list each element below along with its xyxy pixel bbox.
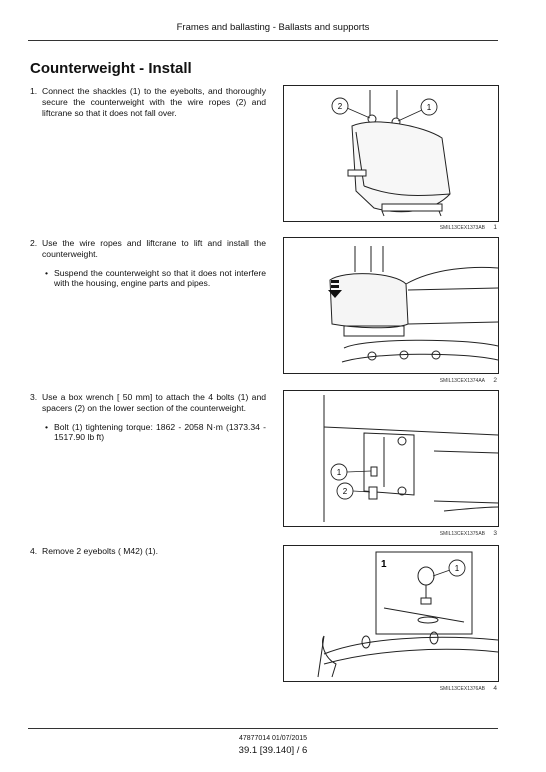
step-bullet: • Bolt (1) tightening torque: 1862 - 2058 N·m (1373.34 - 1517.90 lb ft)	[54, 422, 266, 444]
running-header: Frames and ballasting - Ballasts and supports	[176, 22, 370, 33]
counterweight-install-illustration	[284, 238, 498, 373]
step-1	[30, 86, 266, 118]
counterweight-bolts-illustration	[284, 391, 498, 526]
step-text: Use the wire ropes and liftcrane to lift and install the counterweight.	[42, 238, 266, 259]
figure-code: SMIL13CEX1376AB	[439, 686, 485, 692]
step-text: Connect the shackles (1) to the eyebolts, and thoroughly secure the counterweight with the wire ropes (2) and liftcrane so that it does not fall over.	[42, 86, 266, 118]
step-text: Use a box wrench [ 50 mm] to attach the 4 bolts (1) and spacers (2) on the lower section of the counterweight.	[42, 392, 266, 413]
figure-4	[283, 545, 499, 682]
figure-number: 2	[493, 377, 497, 384]
section-title: Counterweight - Install	[30, 60, 192, 77]
page-number: 39.1 [39.140] / 6	[238, 745, 308, 756]
step-number: 2.	[30, 238, 38, 248]
callout-1	[398, 99, 437, 121]
svg-text:1: 1	[454, 564, 460, 573]
footer-rule	[28, 728, 498, 729]
figure-number: 4	[493, 685, 497, 692]
callout-1	[331, 464, 371, 480]
header-rule	[28, 40, 498, 41]
svg-text:1: 1	[336, 468, 342, 477]
figure-code: SMIL13CEX1375AB	[439, 531, 485, 537]
figure-code: SMIL13CEX1374AA	[439, 378, 485, 384]
step-number: 3.	[30, 392, 38, 402]
figure-code: SMIL13CEX1373AB	[439, 225, 485, 231]
step-bullet: • Suspend the counterweight so that it does not interfere with the housing, engine parts and pipes.	[54, 268, 266, 290]
callout-2	[332, 98, 370, 118]
figure-1	[283, 85, 499, 222]
eyebolt-removal-illustration	[284, 546, 498, 681]
step-2	[30, 238, 266, 289]
step-4	[30, 546, 266, 557]
step-number: 4.	[30, 546, 38, 556]
step-number: 1.	[30, 86, 38, 96]
svg-text:2: 2	[337, 102, 343, 111]
step-text: Remove 2 eyebolts ( M42) (1).	[42, 546, 159, 556]
document-number: 47877014 01/07/2015	[238, 735, 308, 742]
counterweight-sling-illustration	[284, 86, 498, 221]
inset-label: 1	[381, 559, 387, 570]
step-3	[30, 392, 266, 443]
svg-text:1: 1	[426, 103, 432, 112]
svg-text:2: 2	[342, 487, 348, 496]
figure-3	[283, 390, 499, 527]
figure-number: 3	[493, 530, 497, 537]
figure-2	[283, 237, 499, 374]
figure-number: 1	[493, 224, 497, 231]
